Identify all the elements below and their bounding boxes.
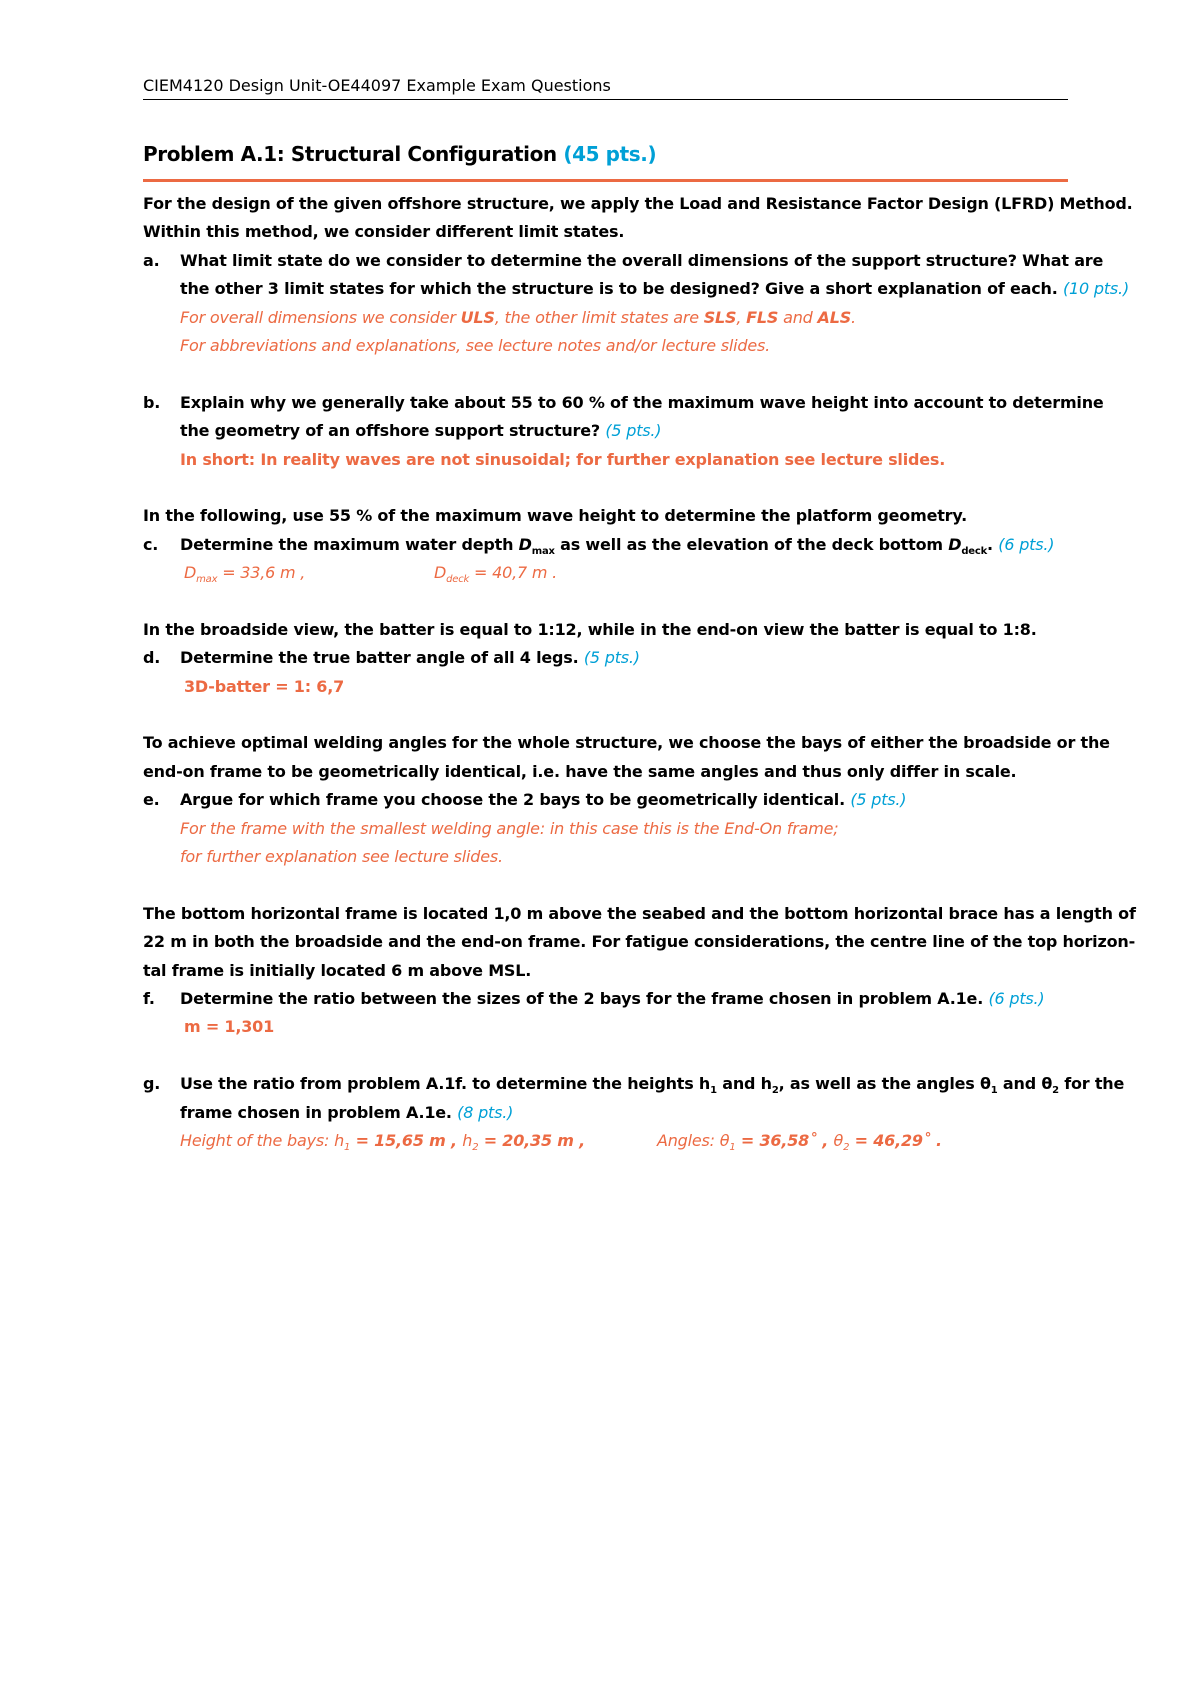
question-a-label: a.: [143, 250, 160, 270]
question-f-points: (6 pts.): [988, 988, 1045, 1008]
subscript: 1: [710, 1085, 717, 1097]
answer-a-sls: SLS: [703, 307, 737, 327]
question-f-label: f.: [143, 988, 155, 1008]
spacer: [143, 360, 1083, 388]
answer-c-dmax: [180, 559, 434, 587]
intro-e-line-1: To achieve optimal welding angles for the whole structure, we choose the bays of either the broadside or the: [143, 733, 1110, 753]
answer-f: m = 1,301: [184, 1017, 275, 1037]
subscript-deck: deck: [446, 574, 470, 586]
answer-a-text: and: [778, 307, 818, 327]
question-g-text: and θ: [997, 1074, 1053, 1094]
symbol-d: D: [184, 563, 197, 583]
spacer: [143, 871, 1083, 899]
question-c-line: [143, 531, 1083, 559]
answer-a-text: For overall dimensions we consider: [180, 307, 461, 327]
question-f-line: [143, 985, 1083, 1013]
answer-a-text: .: [851, 307, 856, 327]
question-g-line-2: [143, 1099, 1083, 1127]
intro-line-2: Within this method, we consider different limit states.: [143, 222, 625, 242]
subscript: 1: [990, 1085, 998, 1097]
answer-g-heights: [180, 1127, 657, 1155]
answer-g: [143, 1127, 1083, 1155]
question-d-text: Determine the true batter angle of all 4 legs.: [180, 648, 579, 668]
question-e-line: [143, 786, 1083, 814]
question-d-label: d.: [143, 648, 161, 668]
answer-g-angles: [657, 1127, 942, 1155]
question-a-text-2: the other 3 limit states for which the structure is to be designed? Give a short explanation of each.: [180, 279, 1058, 299]
subscript: 1: [344, 1142, 351, 1154]
question-d-line: [143, 644, 1083, 672]
question-b-line-2: [143, 417, 1083, 445]
question-d-points: (5 pts.): [583, 648, 640, 668]
answer-a-line-1: [143, 304, 1083, 332]
subscript: 2: [472, 1142, 479, 1154]
answer-d: 3D-batter = 1: 6,7: [184, 676, 345, 696]
intro-line-1: For the design of the given offshore structure, we apply the Load and Resistance Factor Design (LFRD) Method.: [143, 194, 1133, 213]
intro-f-line-1: The bottom horizontal frame is located 1,0 m above the seabed and the bottom horizontal brace has a length of: [143, 903, 1136, 923]
question-e-text: Argue for which frame you choose the 2 bays to be geometrically identical.: [180, 790, 845, 810]
question-c-text: as well as the elevation of the deck bottom: [554, 534, 949, 554]
answer-c-ddeck-value: = 40,7 m .: [469, 563, 557, 583]
answer-e-line-2: for further explanation see lecture slides.: [180, 846, 503, 866]
question-g-text: for the: [1058, 1074, 1125, 1094]
answer-g-h2-value: = 20,35 m ,: [478, 1130, 586, 1150]
question-b-text-2: the geometry of an offshore support structure?: [180, 421, 600, 441]
answer-a-uls: ULS: [460, 307, 495, 327]
problem-title: [143, 140, 1068, 168]
subscript-deck: deck: [961, 545, 988, 557]
subscript: 2: [771, 1085, 779, 1097]
answer-a-line-2: For abbreviations and explanations, see lecture notes and/or lecture slides.: [180, 335, 770, 355]
question-b-line-1: [143, 389, 1104, 417]
title-divider: [143, 179, 1068, 182]
question-c-text: .: [987, 534, 993, 554]
question-g-text: and h: [716, 1074, 772, 1094]
answer-g-theta1-value: = 36,58˚ ,: [735, 1130, 834, 1150]
question-g-text: Use the ratio from problem A.1f. to determine the heights h: [180, 1074, 711, 1094]
symbol-h: h: [462, 1130, 473, 1150]
question-e-label: e.: [143, 790, 160, 810]
problem-body: [143, 190, 1136, 1155]
subscript: 2: [843, 1142, 850, 1154]
answer-a-text: , the other limit states are: [494, 307, 704, 327]
question-c-text: Determine the maximum water depth: [180, 534, 519, 554]
answer-c-dmax-value: = 33,6 m ,: [217, 563, 306, 583]
spacer: [143, 1042, 1083, 1070]
intro-c: In the following, use 55 % of the maximum wave height to determine the platform geometry.: [143, 506, 968, 526]
symbol-theta: θ: [833, 1130, 844, 1150]
answer-c: [143, 559, 1083, 587]
spacer: [143, 587, 1083, 615]
question-a-text-1: What limit state do we consider to determine the overall dimensions of the support structure? What are: [180, 250, 1104, 270]
answer-c-ddeck: [434, 559, 557, 587]
problem-points: (45 pts.): [563, 142, 657, 166]
question-g-label: g.: [143, 1074, 161, 1094]
subscript-max: max: [196, 574, 218, 586]
answer-g-theta2-value: = 46,29˚ .: [849, 1130, 942, 1150]
question-a-line-2: [143, 275, 1129, 303]
problem-title-text: Problem A.1: Structural Configuration: [143, 142, 557, 166]
question-e-points: (5 pts.): [850, 790, 907, 810]
symbol-d: D: [518, 534, 532, 554]
symbol-h: h: [334, 1130, 345, 1150]
answer-a-fls: FLS: [746, 307, 779, 327]
symbol-theta: θ: [719, 1130, 730, 1150]
symbol-d: D: [434, 563, 447, 583]
page-header: CIEM4120 Design Unit-OE44097 Example Exam Questions: [143, 73, 1068, 100]
spacer: [143, 701, 1083, 729]
question-g-line-1: [143, 1070, 1125, 1098]
answer-g-heights-label: Height of the bays:: [180, 1130, 335, 1150]
spacer: [143, 474, 1083, 502]
question-g-points: (8 pts.): [457, 1102, 514, 1122]
intro-d: In the broadside view, the batter is equal to 1:12, while in the end-on view the batter is equal to 1:8.: [143, 619, 1037, 639]
answer-g-angles-label: Angles:: [657, 1130, 720, 1150]
question-c-label: c.: [143, 534, 159, 554]
subscript: 1: [729, 1142, 736, 1154]
intro-f-line-2: 22 m in both the broadside and the end-on frame. For fatigue considerations, the centre line of the top horizon-: [143, 932, 1136, 952]
answer-b: In short: In reality waves are not sinusoidal; for further explanation see lecture slides.: [180, 449, 946, 469]
question-g-text-2: frame chosen in problem A.1e.: [180, 1102, 452, 1122]
question-a-line-1: [143, 247, 1104, 275]
symbol-d: D: [948, 534, 962, 554]
question-f-text: Determine the ratio between the sizes of the 2 bays for the frame chosen in problem A.1e.: [180, 988, 984, 1008]
intro-f-line-3: tal frame is initially located 6 m above MSL.: [143, 960, 532, 980]
answer-e-line-1: For the frame with the smallest welding angle: in this case this is the End-On frame;: [180, 818, 839, 838]
question-b-text-1: Explain why we generally take about 55 to 60 % of the maximum wave height into account to determine: [180, 392, 1104, 412]
answer-g-h1-value: = 15,65 m ,: [350, 1130, 463, 1150]
intro-e-line-2: end-on frame to be geometrically identical, i.e. have the same angles and thus only differ in scale.: [143, 761, 1017, 781]
answer-a-text: ,: [736, 307, 747, 327]
answer-a-als: ALS: [817, 307, 852, 327]
question-a-points: (10 pts.): [1063, 279, 1129, 299]
subscript-max: max: [531, 545, 555, 557]
question-g-text: , as well as the angles θ: [778, 1074, 991, 1094]
question-b-label: b.: [143, 392, 161, 412]
question-c-points: (6 pts.): [998, 534, 1055, 554]
subscript: 2: [1052, 1085, 1059, 1097]
question-b-points: (5 pts.): [605, 421, 662, 441]
